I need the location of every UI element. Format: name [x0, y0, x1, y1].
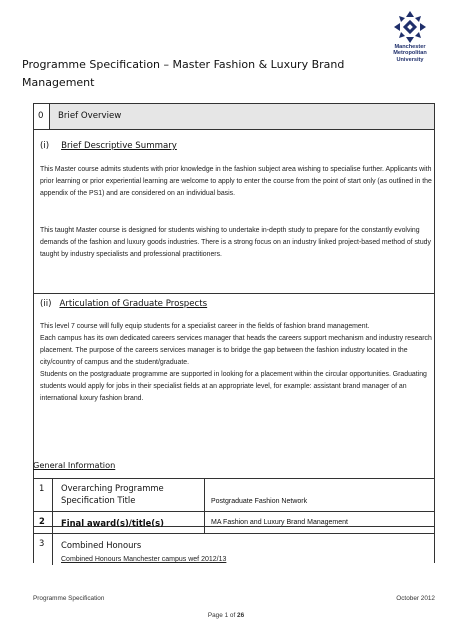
section-i-paragraph-1: This Master course admits students with prior knowledge in the fashion subject area wishing to specialise further. Applicants with prior learning or prior experiential learning are welcome to apply to enter the course from the point of start only (as outlined in the appendix of the PS1) and are considered on an individual basis.	[40, 166, 432, 197]
logo-text-line-2: Metropolitan	[393, 50, 427, 57]
page-current: 1	[224, 612, 229, 619]
section-ii-paragraph: This level 7 course will fully equip students for a specialist career in the fields of fashion brand management. Each campus has its own dedicated careers services manager that heads the careers support mechanism and industry research placement. The purpose of the careers services manager is to bridge the gap between the fashion industry located in the city/country of campus and the student/graduate. Students on the postgraduate programme are supported in looking for a placement within the circular opportunities. Graduating students would apply for jobs in their specialist fields at an appropriate level, for example: assistant brand manager of an international luxury fashion brand.	[40, 323, 432, 402]
section-divider	[33, 293, 435, 294]
row-value	[204, 512, 434, 533]
page-title: Programme Specification – Master Fashion & Luxury Brand Management	[22, 58, 345, 89]
row-label: Combined Honours	[61, 540, 142, 550]
table-row	[33, 511, 435, 534]
overview-heading: Brief Overview	[58, 111, 122, 121]
logo-text-line-3: University	[396, 56, 424, 63]
page-total: 26	[237, 612, 245, 619]
section-i-heading: Brief Descriptive Summary	[61, 141, 177, 151]
page-of: of	[228, 612, 238, 619]
page-number	[0, 612, 452, 619]
row-label: Final award(s)/title(s)	[61, 518, 164, 528]
logo-text-line-1: Manchester	[394, 44, 426, 50]
row-number: 3	[34, 534, 53, 565]
section-i-paragraph-2: This taught Master course is designed for students wishing to undertake in-depth study to prepare for the constantly evolving demands of the fashion and luxury goods industries. There is a strong focus on an industry linked project-based method of study taught by industry specialists and professional practitioners.	[40, 227, 431, 258]
university-logo	[374, 10, 446, 63]
logo-emblem-icon	[393, 10, 427, 44]
footer-left: Programme Specification	[33, 595, 105, 602]
section-ii-header	[40, 299, 207, 309]
row-number: 1	[34, 479, 53, 511]
section-ii-marker: (ii)	[40, 299, 52, 309]
combined-honours-link[interactable]: Combined Honours Manchester campus wef 2012/13	[61, 556, 227, 563]
section-i-header	[40, 141, 177, 151]
general-information-heading: General Information	[33, 460, 116, 470]
section-ii-heading: Articulation of Graduate Prospects	[59, 299, 208, 309]
row-value	[204, 479, 434, 511]
section-i-marker: (i)	[40, 141, 50, 151]
row-value-text: Postgraduate Fashion Network	[211, 498, 308, 505]
table-row	[33, 478, 435, 512]
row-value-text: MA Fashion and Luxury Brand Management	[211, 519, 348, 526]
row-number: 2	[34, 512, 53, 533]
overview-number: 0	[38, 111, 44, 121]
row-label: Overarching Programme Specification Title	[61, 483, 164, 505]
page-prefix: Page	[207, 612, 225, 619]
table-row	[33, 533, 435, 563]
footer-date: October 2012	[396, 595, 435, 602]
